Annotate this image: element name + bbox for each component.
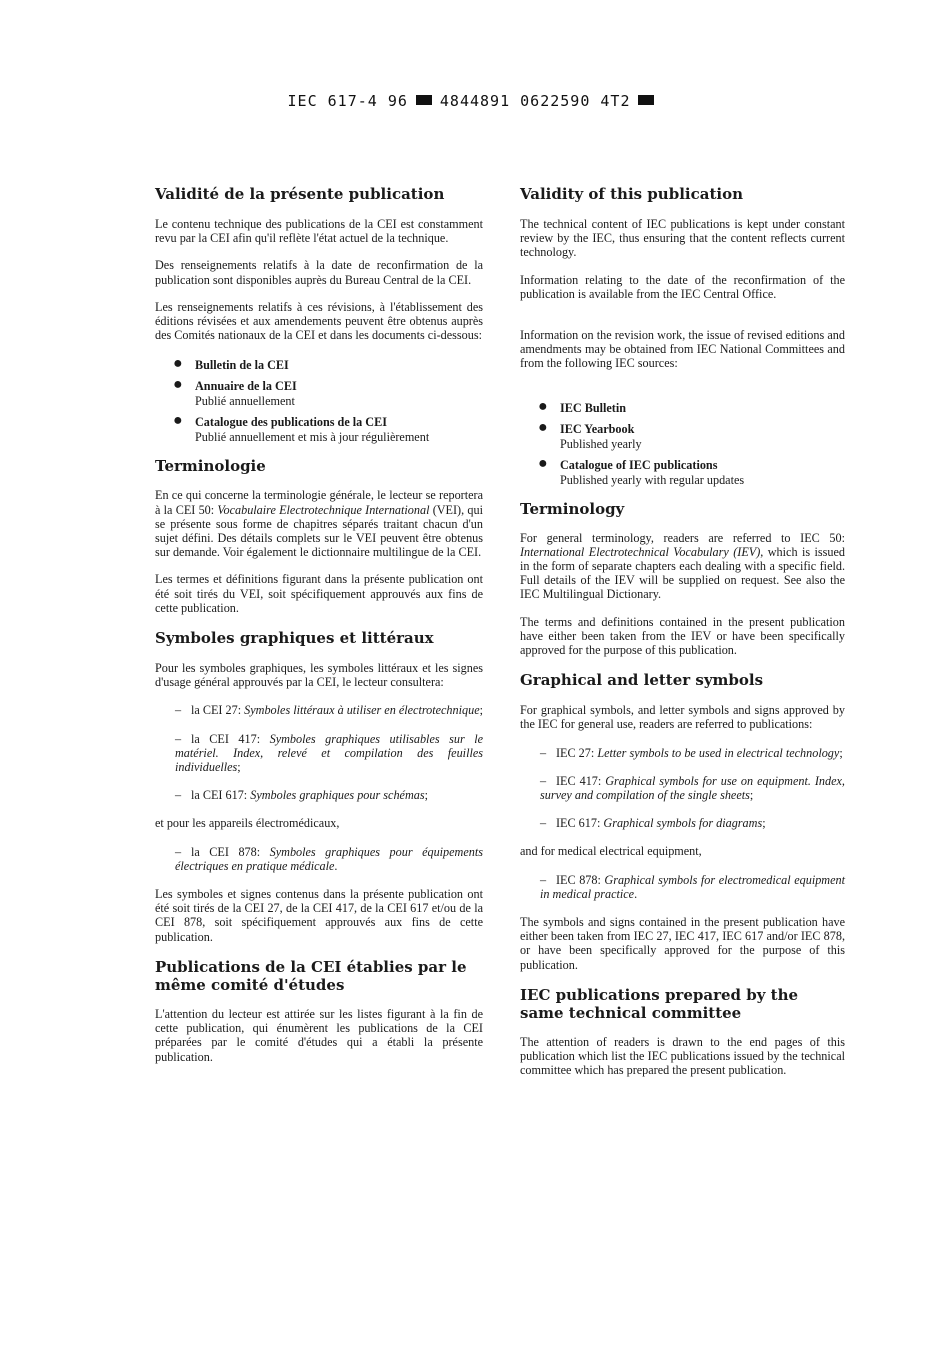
en-validity-paragraph-3: Information on the revision work, the issue of revised editions and amendments may be obtained from IEC National Committees and from the following IEC sources: xyxy=(520,328,845,371)
fr-reference-iec417: – la CEI 417: Symboles graphiques utilisables sur le matériel. Index, relevé et compilation des feuilles individuelles; xyxy=(175,731,483,775)
fr-catalogue-label: Catalogue des publications de la CEI xyxy=(195,415,387,430)
fr-bulletin-label: Bulletin de la CEI xyxy=(195,358,289,373)
bullet-icon: ● xyxy=(538,397,548,415)
bullet-icon: ● xyxy=(173,355,183,373)
en-catalogue-note: Published yearly with regular updates xyxy=(560,472,745,487)
fr-yearbook-note: Publié annuellement xyxy=(195,394,295,409)
fr-validity-paragraph-2: Des renseignements relatifs à la date de reconfirmation de la publication sont disponibles auprès du Bureau Central de la CEI. xyxy=(155,258,483,287)
fr-symbols-paragraph-3: Les symboles et signes contenus dans la présente publication ont été soit tirés de la CEI 27, de la CEI 417, de la CEI 617 et/ou de la CEI 878, soit spécifiquement approuvés aux fins de cette publication. xyxy=(155,887,483,944)
en-catalogue-label: Catalogue of IEC publications xyxy=(560,457,718,472)
fr-reference-iec878: – la CEI 878: Symboles graphiques pour équipements électriques en pratique médicale. xyxy=(175,844,483,873)
en-validity-paragraph-2: Information relating to the date of the reconfirmation of the publication is available from the IEC Central Office. xyxy=(520,272,845,301)
bullet-icon: ● xyxy=(538,454,548,472)
en-committee-title: IEC publications prepared by the same technical committee xyxy=(520,985,799,1022)
en-terminology-title: Terminology xyxy=(520,499,625,518)
list-item xyxy=(538,397,845,416)
en-validity-title: Validity of this publication xyxy=(520,185,743,203)
en-bulletin-label: IEC Bulletin xyxy=(560,400,627,415)
bullet-icon: ● xyxy=(173,412,183,430)
fr-symbols-title: Symboles graphiques et littéraux xyxy=(155,629,434,648)
bullet-icon: ● xyxy=(538,418,548,436)
fr-validity-title: Validité de la présente publication xyxy=(155,185,445,203)
fr-committee-paragraph: L'attention du lecteur est attirée sur les listes figurant à la fin de cette publication, qui énumèrent les publications de la CEI préparées par le comité d'études qui a établi la présente publication. xyxy=(155,1006,483,1064)
en-yearbook-label: IEC Yearbook xyxy=(560,421,635,436)
fr-catalogue-note: Publié annuellement et mis à jour régulièrement xyxy=(195,430,430,445)
en-sources-list xyxy=(520,397,845,488)
fr-reference-iec617: – la CEI 617: Symboles graphiques pour schémas; xyxy=(175,788,428,803)
list-item xyxy=(538,418,845,452)
en-reference-iec27: – IEC 27: Letter symbols to be used in electrical technology; xyxy=(540,745,843,760)
fr-committee-title: Publications de la CEI établies par le même comité d'études xyxy=(155,957,467,994)
en-validity-paragraph-1: The technical content of IEC publications is kept under constant review by the IEC, thus ensuring that the content reflects current technology. xyxy=(520,217,845,260)
fr-terminology-paragraph-1: En ce qui concerne la terminologie générale, le lecteur se reportera à la CEI 50: Vocabulaire Electrotechnique International (VEI), qui se présente sous forme de chapitres séparés traitant chacun d'un sujet défini. Des détails complets sur le VEI peuvent être obtenus sur demande. Voir également le dictionnaire multilingue de la CEI. xyxy=(155,488,483,560)
fr-reference-iec27: – la CEI 27: Symboles littéraux à utiliser en électrotechnique; xyxy=(175,703,483,718)
en-committee-paragraph: The attention of readers is drawn to the end pages of this publication which list the IEC publications issued by the technical committee which has prepared the present publication. xyxy=(520,1034,845,1078)
en-symbols-paragraph-1: For graphical symbols, and letter symbols and signs approved by the IEC for general use, readers are referred to publications: xyxy=(520,703,845,732)
fr-symbols-paragraph-1: Pour les symboles graphiques, les symboles littéraux et les signes d'usage général approuvés par la CEI, le lecteur consultera: xyxy=(155,661,483,690)
header-reference: IEC 617-4 96 xyxy=(287,92,408,110)
en-symbols-paragraph-3: The symbols and signs contained in the present publication have either been taken from IEC 27, IEC 417, IEC 617 and/or IEC 878, or have been specifically approved for the purpose of this publication. xyxy=(520,915,845,972)
fr-validity-paragraph-3: Les renseignements relatifs à ces révisions, à l'établissement des éditions révisées et aux amendements peuvent être obtenus auprès des Comités nationaux de la CEI et dans les documents ci-dessous: xyxy=(155,299,483,343)
en-terminology-paragraph-1: For general terminology, readers are referred to IEC 50: International Electrotechnical Vocabulary (IEV), which is issued in the form of separate chapters each dealing with a specific field. Full details of the IEV will be supplied on request. See also the IEC Multilingual Dictionary. xyxy=(520,530,845,602)
list-item xyxy=(538,454,845,488)
fr-terminology-paragraph-2: Les termes et définitions figurant dans la présente publication ont été soit tirés du VEI, soit spécifiquement approuvés aux fins de cette publication. xyxy=(155,572,483,615)
en-reference-iec417: – IEC 417: Graphical symbols for use on equipment. Index, survey and compilation of the single sheets; xyxy=(540,773,845,803)
header-block-mark xyxy=(638,95,654,105)
header-barcode-number: 4844891 0622590 4T2 xyxy=(439,92,631,110)
en-terminology-paragraph-2: The terms and definitions contained in the present publication have either been taken from the IEV or have been specifically approved for the purpose of this publication. xyxy=(520,614,845,658)
en-reference-iec617: – IEC 617: Graphical symbols for diagrams; xyxy=(540,816,766,831)
list-item xyxy=(173,376,483,409)
fr-terminology-title: Terminologie xyxy=(155,457,266,476)
header-block-mark xyxy=(416,95,432,105)
bullet-icon: ● xyxy=(173,376,183,394)
en-symbols-paragraph-2: and for medical electrical equipment, xyxy=(520,844,702,859)
fr-validity-paragraph-1: Le contenu technique des publications de la CEI est constamment revu par la CEI afin qu'il reflète l'état actuel de la technique. xyxy=(155,217,483,246)
en-symbols-title: Graphical and letter symbols xyxy=(520,671,764,690)
fr-sources-list xyxy=(155,355,483,445)
list-item xyxy=(173,412,483,445)
fr-symbols-paragraph-2: et pour les appareils électromédicaux, xyxy=(155,816,340,831)
list-item xyxy=(173,355,483,373)
english-column xyxy=(520,185,845,1078)
en-reference-iec878: – IEC 878: Graphical symbols for electromedical equipment in medical practice. xyxy=(540,872,845,901)
fr-yearbook-label: Annuaire de la CEI xyxy=(195,379,297,394)
en-yearbook-note: Published yearly xyxy=(560,436,642,451)
french-column xyxy=(155,185,483,1064)
document-header xyxy=(0,92,950,110)
